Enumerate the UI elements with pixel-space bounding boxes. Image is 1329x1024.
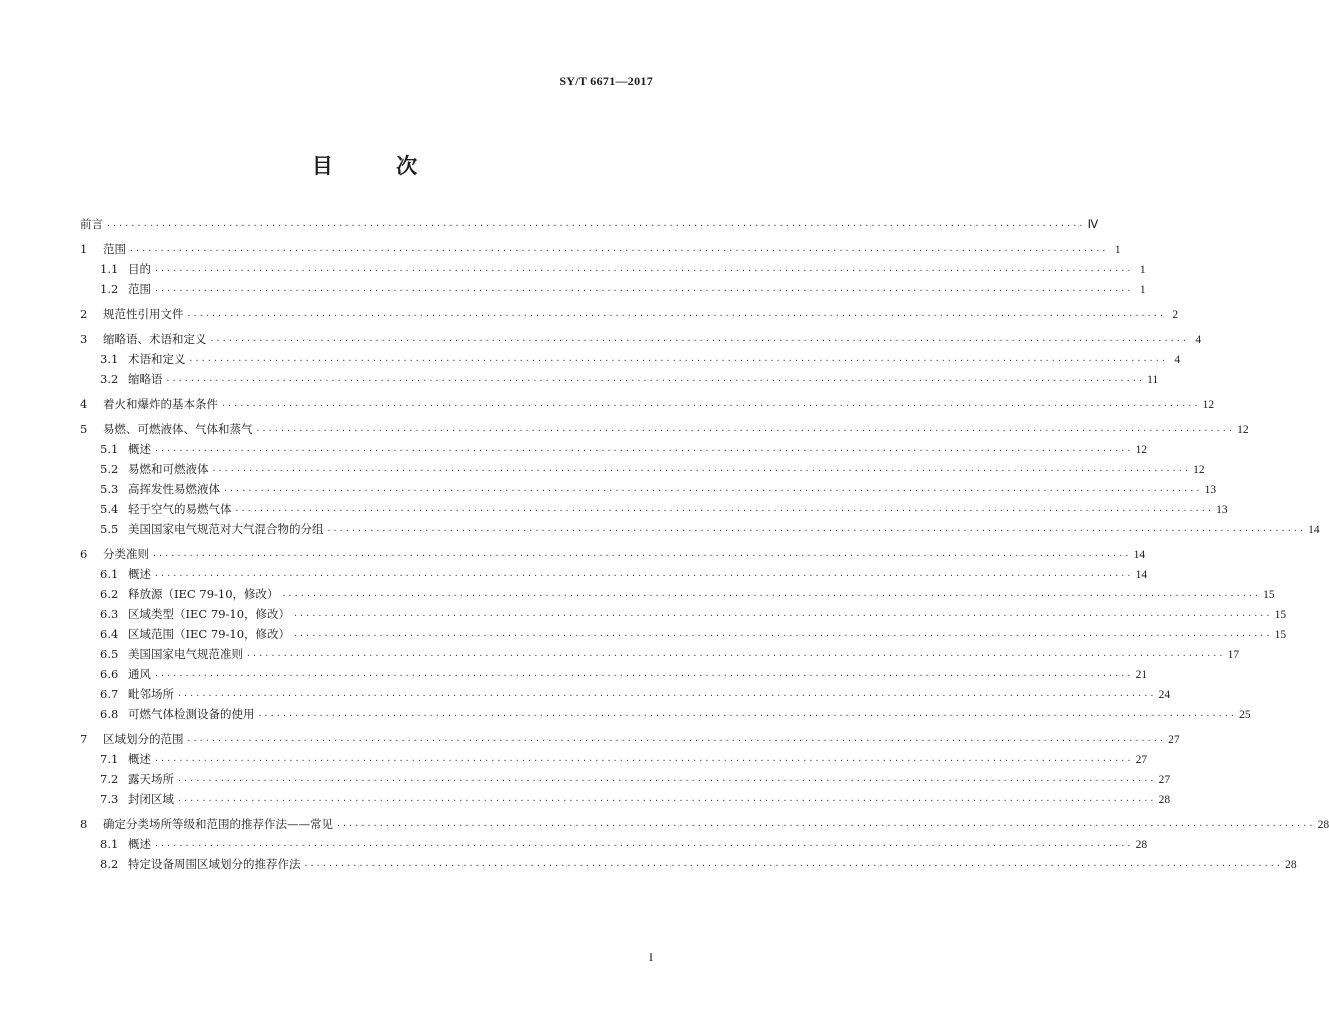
toc-entry-page: 4 bbox=[1174, 354, 1181, 366]
toc-entry-page: 1 bbox=[1139, 284, 1146, 296]
toc-entry-page: Ⅳ bbox=[1087, 219, 1099, 231]
toc-entry-label: 美国国家电气规范准则 bbox=[128, 647, 243, 661]
toc-entry-label: 分类准则 bbox=[103, 547, 149, 561]
toc-entry-label: 释放源（IEC 79-10，修改） bbox=[128, 587, 279, 601]
toc-entry-number: 8.2 bbox=[100, 857, 119, 871]
toc-entry bbox=[80, 499, 1228, 519]
toc-entry-number: 5 bbox=[80, 422, 88, 436]
toc-entry-label: 术语和定义 bbox=[128, 352, 186, 366]
toc-entry-page: 13 bbox=[1216, 504, 1228, 516]
toc-entry-number: 7.3 bbox=[100, 792, 119, 806]
toc-entry bbox=[80, 394, 1215, 414]
dot-leader: ································································································································································ bbox=[154, 266, 1133, 275]
toc-entry bbox=[80, 214, 1099, 234]
dot-leader: ································································································································································ bbox=[177, 691, 1156, 700]
toc-entry-page: 28 bbox=[1285, 859, 1297, 871]
toc-entry-page: 15 bbox=[1263, 589, 1275, 601]
dot-leader: ································································································································································ bbox=[281, 591, 1261, 600]
toc-entry-page: 27 bbox=[1135, 754, 1148, 766]
toc-entry-number: 8 bbox=[80, 817, 88, 831]
toc-entry bbox=[80, 584, 1275, 604]
table-of-contents bbox=[80, 214, 1329, 874]
toc-entry-label: 封闭区域 bbox=[128, 792, 174, 806]
toc-entry-number: 6.1 bbox=[100, 567, 119, 581]
toc-entry-label: 高挥发性易燃液体 bbox=[128, 482, 220, 496]
toc-entry-page: 28 bbox=[1317, 819, 1329, 831]
toc-entry bbox=[80, 769, 1171, 789]
toc-entry-number: 1.1 bbox=[100, 262, 119, 276]
toc-entry-number: 3.1 bbox=[100, 352, 119, 366]
toc-entry bbox=[80, 279, 1146, 299]
toc-entry-number: 6.4 bbox=[100, 627, 119, 641]
toc-entry bbox=[80, 834, 1148, 854]
toc-entry-page: 14 bbox=[1308, 524, 1320, 536]
dot-leader: ································································································································································ bbox=[221, 401, 1200, 410]
toc-entry-page: 27 bbox=[1168, 734, 1180, 746]
dot-leader: ································································································································································ bbox=[106, 221, 1085, 230]
toc-entry-page: 12 bbox=[1202, 399, 1215, 411]
toc-entry-number: 7.1 bbox=[100, 752, 119, 766]
toc-entry bbox=[80, 459, 1205, 479]
toc-entry-page: 15 bbox=[1274, 629, 1287, 641]
toc-entry bbox=[80, 814, 1329, 834]
dot-leader: ································································································································································ bbox=[255, 426, 1235, 435]
toc-entry-label: 美国国家电气规范对大气混合物的分组 bbox=[128, 522, 324, 536]
toc-entry bbox=[80, 439, 1148, 459]
toc-entry-page: 13 bbox=[1204, 484, 1217, 496]
dot-leader: ································································································································································ bbox=[154, 841, 1133, 850]
toc-entry-page: 15 bbox=[1274, 609, 1287, 621]
toc-entry bbox=[80, 684, 1171, 704]
toc-entry-page: 24 bbox=[1158, 689, 1171, 701]
toc-entry-label: 前言 bbox=[80, 217, 103, 231]
toc-entry bbox=[80, 749, 1148, 769]
dot-leader: ································································································································································ bbox=[336, 821, 1315, 830]
toc-entry-label: 目的 bbox=[128, 262, 151, 276]
dot-leader: ································································································································································ bbox=[326, 526, 1306, 535]
dot-leader: ································································································································································ bbox=[154, 571, 1133, 580]
toc-entry-label: 范围 bbox=[128, 282, 151, 296]
dot-leader: ································································································································································ bbox=[186, 736, 1166, 745]
toc-entry bbox=[80, 369, 1159, 389]
toc-entry-number: 6.3 bbox=[100, 607, 119, 621]
toc-entry bbox=[80, 329, 1202, 349]
toc-entry-label: 区域类型（IEC 79-10，修改） bbox=[128, 607, 291, 621]
toc-entry-number: 7 bbox=[80, 732, 88, 746]
toc-entry-number: 3.2 bbox=[100, 372, 119, 386]
toc-entry bbox=[80, 664, 1148, 684]
toc-entry bbox=[80, 349, 1181, 369]
toc-entry-number: 6.2 bbox=[100, 587, 119, 601]
dot-leader: ································································································································································ bbox=[152, 551, 1131, 560]
toc-entry-label: 易燃和可燃液体 bbox=[128, 462, 209, 476]
toc-entry-number: 6.8 bbox=[100, 707, 119, 721]
toc-entry-number: 3 bbox=[80, 332, 88, 346]
page-number: I bbox=[649, 950, 653, 964]
toc-entry bbox=[80, 624, 1287, 644]
toc-entry-label: 缩略语 bbox=[128, 372, 163, 386]
toc-entry bbox=[80, 239, 1121, 259]
dot-leader: ································································································································································ bbox=[154, 286, 1133, 295]
toc-entry-number: 7.2 bbox=[100, 772, 119, 786]
toc-entry-page: 14 bbox=[1135, 569, 1148, 581]
toc-entry-page: 28 bbox=[1158, 794, 1171, 806]
toc-entry-number: 6 bbox=[80, 547, 88, 561]
toc-entry-page: 25 bbox=[1239, 709, 1251, 721]
toc-entry-number: 8.1 bbox=[100, 837, 119, 851]
dot-leader: ································································································································································ bbox=[293, 611, 1272, 620]
toc-entry-label: 区域划分的范围 bbox=[103, 732, 184, 746]
toc-entry-label: 确定分类场所等级和范围的推荐作法——常见 bbox=[103, 817, 333, 831]
toc-entry-page: 12 bbox=[1237, 424, 1249, 436]
dot-leader: ································································································································································ bbox=[154, 446, 1133, 455]
toc-entry-label: 概述 bbox=[128, 567, 151, 581]
standard-code: SY/T 6671—2017 bbox=[559, 74, 653, 88]
dot-leader: ································································································································································ bbox=[257, 711, 1237, 720]
toc-entry-page: 21 bbox=[1135, 669, 1148, 681]
dot-leader: ································································································································································ bbox=[165, 376, 1145, 385]
toc-entry-label: 易燃、可燃液体、气体和蒸气 bbox=[103, 422, 253, 436]
toc-entry-number: 6.5 bbox=[100, 647, 119, 661]
dot-leader: ································································································································································ bbox=[154, 756, 1133, 765]
toc-entry-number: 5.5 bbox=[100, 522, 119, 536]
page-title: 目 次 bbox=[311, 153, 446, 178]
toc-entry bbox=[80, 564, 1148, 584]
toc-entry-number: 5.1 bbox=[100, 442, 119, 456]
toc-entry-page: 1 bbox=[1139, 264, 1146, 276]
toc-entry-label: 概述 bbox=[128, 837, 151, 851]
toc-entry-page: 11 bbox=[1147, 374, 1159, 386]
toc-entry bbox=[80, 304, 1179, 324]
toc-entry-number: 5.2 bbox=[100, 462, 119, 476]
toc-entry-page: 27 bbox=[1158, 774, 1171, 786]
toc-entry-number: 1.2 bbox=[100, 282, 119, 296]
dot-leader: ································································································································································ bbox=[223, 486, 1202, 495]
dot-leader: ································································································································································ bbox=[177, 776, 1156, 785]
dot-leader: ································································································································································ bbox=[246, 651, 1225, 660]
toc-entry-label: 毗邻场所 bbox=[128, 687, 174, 701]
toc-entry-number: 2 bbox=[80, 307, 88, 321]
dot-leader: ································································································································································ bbox=[177, 796, 1156, 805]
toc-entry bbox=[80, 544, 1146, 564]
toc-entry-number: 5.3 bbox=[100, 482, 119, 496]
toc-entry-label: 概述 bbox=[128, 442, 151, 456]
toc-entry-number: 5.4 bbox=[100, 502, 119, 516]
toc-entry-page: 17 bbox=[1227, 649, 1240, 661]
dot-leader: ································································································································································ bbox=[234, 506, 1214, 515]
toc-entry-page: 4 bbox=[1195, 334, 1202, 346]
toc-entry-label: 区域范围（IEC 79-10，修改） bbox=[128, 627, 291, 641]
toc-entry bbox=[80, 854, 1297, 874]
toc-entry-label: 轻于空气的易燃气体 bbox=[128, 502, 232, 516]
dot-leader: ································································································································································ bbox=[293, 631, 1272, 640]
toc-entry-page: 2 bbox=[1172, 309, 1179, 321]
toc-entry-number: 4 bbox=[80, 397, 88, 411]
dot-leader: ································································································································································ bbox=[129, 246, 1108, 255]
toc-entry-page: 28 bbox=[1135, 839, 1148, 851]
toc-entry bbox=[80, 604, 1287, 624]
toc-entry-page: 14 bbox=[1133, 549, 1146, 561]
toc-entry-page: 12 bbox=[1135, 444, 1148, 456]
toc-entry-label: 着火和爆炸的基本条件 bbox=[103, 397, 218, 411]
toc-entry bbox=[80, 644, 1240, 664]
toc-entry-label: 特定设备周围区域划分的推荐作法 bbox=[128, 857, 301, 871]
toc-entry bbox=[80, 789, 1171, 809]
dot-leader: ································································································································································ bbox=[186, 311, 1166, 320]
toc-entry bbox=[80, 729, 1180, 749]
dot-leader: ································································································································································ bbox=[211, 466, 1191, 475]
toc-entry bbox=[80, 519, 1320, 539]
dot-leader: ································································································································································ bbox=[154, 671, 1133, 680]
toc-entry-label: 露天场所 bbox=[128, 772, 174, 786]
toc-entry-label: 范围 bbox=[103, 242, 126, 256]
toc-entry-label: 通风 bbox=[128, 667, 151, 681]
toc-entry-page: 12 bbox=[1193, 464, 1205, 476]
toc-entry-label: 规范性引用文件 bbox=[103, 307, 184, 321]
toc-entry-label: 概述 bbox=[128, 752, 151, 766]
toc-entry-label: 可燃气体检测设备的使用 bbox=[128, 707, 255, 721]
dot-leader: ································································································································································ bbox=[188, 356, 1168, 365]
toc-entry bbox=[80, 419, 1249, 439]
toc-entry-number: 6.7 bbox=[100, 687, 119, 701]
toc-entry bbox=[80, 259, 1146, 279]
toc-entry-number: 6.6 bbox=[100, 667, 119, 681]
dot-leader: ································································································································································ bbox=[303, 861, 1283, 870]
dot-leader: ································································································································································ bbox=[209, 336, 1189, 345]
toc-entry bbox=[80, 704, 1251, 724]
toc-entry-label: 缩略语、术语和定义 bbox=[103, 332, 207, 346]
toc-entry-page: 1 bbox=[1114, 244, 1121, 256]
toc-entry-number: 1 bbox=[80, 242, 88, 256]
toc-entry bbox=[80, 479, 1217, 499]
